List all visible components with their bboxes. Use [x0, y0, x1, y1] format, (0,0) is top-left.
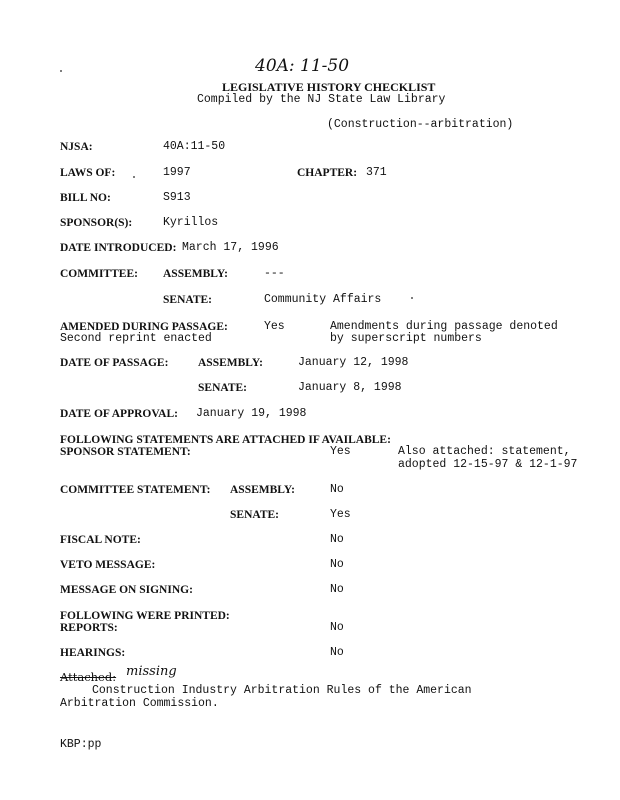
laws-of-value: 1997: [163, 166, 191, 179]
following-printed-heading: FOLLOWING WERE PRINTED:: [60, 610, 230, 622]
handwritten-header: 40A: 11-50: [255, 56, 350, 76]
committee-statement-label: COMMITTEE STATEMENT:: [60, 484, 211, 496]
committee-label: COMMITTEE:: [60, 268, 138, 280]
date-of-passage-label: DATE OF PASSAGE:: [60, 357, 169, 369]
committee-assembly-label: ASSEMBLY:: [163, 268, 228, 280]
message-on-signing-label: MESSAGE ON SIGNING:: [60, 584, 193, 596]
veto-message-label: VETO MESSAGE:: [60, 559, 156, 571]
passage-assembly-value: January 12, 1998: [298, 356, 409, 369]
passage-senate-label: SENATE:: [198, 382, 247, 394]
hearings-value: No: [330, 646, 344, 659]
message-on-signing-value: No: [330, 583, 344, 596]
committee-statement-assembly-label: ASSEMBLY:: [230, 484, 295, 496]
date-introduced-value: March 17, 1996: [182, 241, 279, 254]
sponsor-label: SPONSOR(S):: [60, 217, 133, 229]
amended-value: Yes: [264, 320, 285, 333]
chapter-label: CHAPTER:: [297, 167, 358, 179]
fiscal-note-label: FISCAL NOTE:: [60, 534, 141, 546]
reports-value: No: [330, 621, 344, 634]
document-subtitle: Compiled by the NJ State Law Library: [197, 93, 446, 106]
hearings-label: HEARINGS:: [60, 647, 126, 659]
reports-label: REPORTS:: [60, 622, 118, 634]
amended-note-line2: by superscript numbers: [330, 332, 482, 345]
sponsor-statement-note-line2: adopted 12-15-97 & 12-1-97: [398, 458, 578, 471]
scan-speck: [60, 70, 62, 72]
amended-note-line1: Amendments during passage denoted: [330, 320, 558, 333]
date-of-approval-label: DATE OF APPROVAL:: [60, 408, 178, 420]
committee-senate-value: Community Affairs: [264, 293, 382, 306]
handwritten-missing-note: missing: [126, 664, 177, 679]
njsa-value: 40A:11-50: [163, 140, 226, 153]
attached-line2: Arbitration Commission.: [60, 697, 219, 710]
committee-statement-senate-value: Yes: [330, 508, 351, 521]
passage-senate-value: January 8, 1998: [298, 381, 402, 394]
scan-speck: [411, 297, 413, 299]
amended-second-line: Second reprint enacted: [60, 332, 212, 345]
attached-line1: Construction Industry Arbitration Rules of the American: [92, 684, 472, 697]
veto-message-value: No: [330, 558, 344, 571]
sponsor-statement-label: SPONSOR STATEMENT:: [60, 446, 191, 458]
chapter-value: 371: [366, 166, 387, 179]
following-statements-heading: FOLLOWING STATEMENTS ARE ATTACHED IF AVAILABLE:: [60, 434, 391, 446]
sponsor-value: Kyrillos: [163, 216, 219, 229]
fiscal-note-value: No: [330, 533, 344, 546]
scan-speck: [133, 176, 135, 178]
amended-label: AMENDED DURING PASSAGE:: [60, 321, 228, 333]
committee-statement-assembly-value: No: [330, 483, 344, 496]
sponsor-statement-value: Yes: [330, 445, 351, 458]
subject-line: (Construction--arbitration): [327, 118, 514, 131]
committee-statement-senate-label: SENATE:: [230, 509, 279, 521]
attached-struck-label: Attached:: [60, 670, 117, 684]
bill-no-label: BILL NO:: [60, 192, 111, 204]
sponsor-statement-note-line1: Also attached: statement,: [398, 445, 571, 458]
passage-assembly-label: ASSEMBLY:: [198, 357, 263, 369]
document-title: LEGISLATIVE HISTORY CHECKLIST: [222, 80, 436, 94]
njsa-label: NJSA:: [60, 141, 93, 153]
date-of-approval-value: January 19, 1998: [196, 407, 307, 420]
committee-assembly-value: ---: [264, 267, 285, 280]
laws-of-label: LAWS OF:: [60, 167, 116, 179]
bill-no-value: S913: [163, 191, 191, 204]
typist-initials: KBP:pp: [60, 738, 102, 751]
committee-senate-label: SENATE:: [163, 294, 212, 306]
date-introduced-label: DATE INTRODUCED:: [60, 242, 177, 254]
